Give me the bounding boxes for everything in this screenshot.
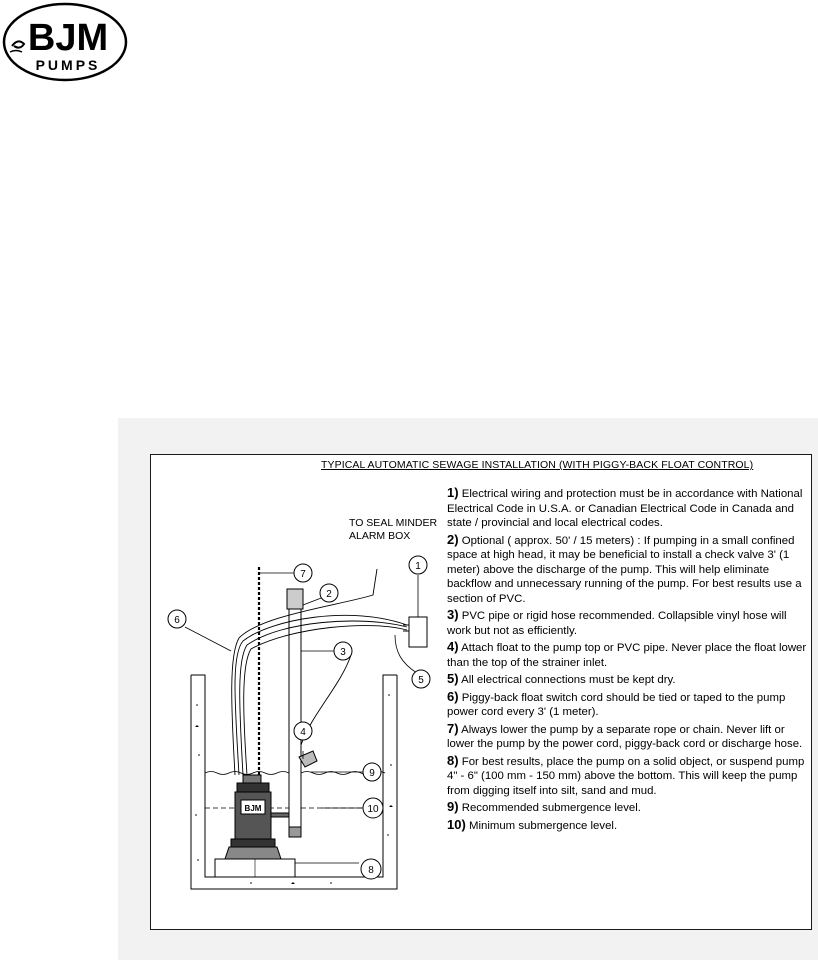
alarm-box-label: [349, 517, 437, 543]
note-item: 10) Minimum submergence level.: [447, 816, 618, 832]
note-item: 7) Always lower the pump by a separate rope or chain. Never lift or lower the pump by the power cord, piggy-back cord or discharge hose.: [447, 720, 803, 751]
callout-label-9: 9: [369, 768, 375, 779]
callout-label-1: 1: [415, 561, 421, 572]
callout-label-4: 4: [300, 727, 306, 738]
float-switch: [299, 751, 317, 767]
callout-label-8: 8: [368, 865, 374, 876]
installation-diagram-panel: [150, 454, 812, 930]
note-item: 1) Electrical wiring and protection must be in accordance with National Electrical Code in U.S.A. or Canadian Electrical Code in Canada and state / provincial and local electrical codes.: [447, 485, 803, 530]
note-item: 3) PVC pipe or rigid hose recommended. Collapsible vinyl hose will work but not as efficiently.: [447, 607, 787, 637]
bjm-pumps-logo: [2, 2, 128, 82]
note-item: 6) Piggy-back float switch cord should be tied or taped to the pump power cord every 3' (1 meter).: [447, 688, 786, 719]
callout-label-7: 7: [300, 569, 306, 580]
pump-badge-text: BJM: [244, 804, 262, 813]
logo-brand-text: BJM: [27, 17, 109, 59]
note-item: 2) Optional ( approx. 50' / 15 meters) : If pumping in a small confined space at high head, it may be beneficial to install a check valve 3' (1 meter) above the discharge of the pump. This will help eliminate backflow and unnecessary running of the pump. For best results use a section of PVC.: [447, 531, 802, 605]
note-item: 4) Attach float to the pump top or PVC pipe. Never place the float lower than the top of the strainer inlet.: [447, 639, 807, 669]
diagram-title: TYPICAL AUTOMATIC SEWAGE INSTALLATION (WITH PIGGY-BACK FLOAT CONTROL): [321, 459, 754, 471]
note-item: 9) Recommended submergence level.: [447, 799, 641, 815]
callout-label-10: 10: [367, 804, 379, 815]
callout-label-2: 2: [326, 589, 332, 600]
callout-label-5: 5: [418, 675, 424, 686]
callout-label-3: 3: [340, 647, 346, 658]
callout-label-6: 6: [174, 615, 180, 626]
note-item: 5) All electrical connections must be kept dry.: [447, 671, 676, 687]
installation-notes: [447, 486, 809, 835]
note-item: 8) For best results, place the pump on a solid object, or suspend pump 4" - 6" (100 mm - 150 mm) above the bottom. This will keep the pump from digging itself into silt, sand and mud.: [447, 752, 805, 797]
alarm-label-line-1: TO SEAL MINDER: [349, 517, 438, 529]
alarm-label-line-2: ALARM BOX: [349, 530, 411, 542]
logo-sub-text: PUMPS: [35, 57, 101, 73]
control-junction-box: [409, 617, 427, 647]
pump-body: [225, 775, 293, 859]
